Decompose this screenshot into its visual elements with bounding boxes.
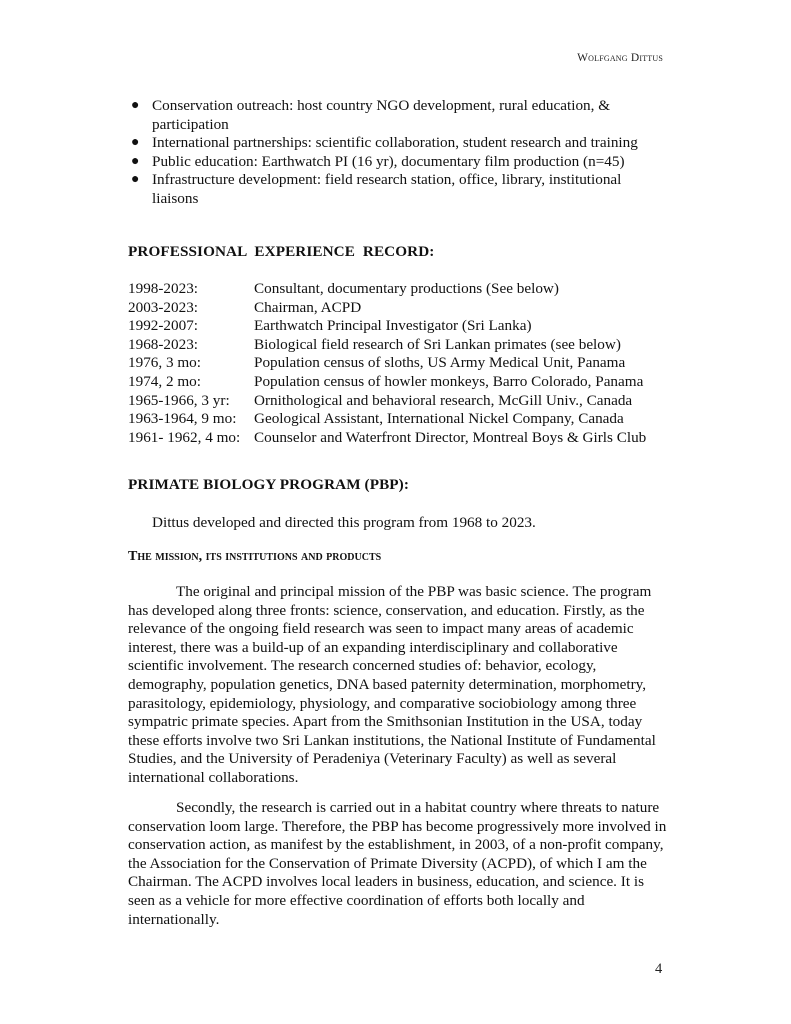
bullet-item xyxy=(128,97,668,134)
mission-paragraph: The original and principal mission of the PBP was basic science. The program has developed along three fronts: science, conservation, and education. Firstly, as the relevance of the ongoing field research was seen to impact many areas of academic interest, there was a build-up of an expanding interdisciplinary and collaborative scientific involvement. The research concerned studies of: behavior, ecology, demography, population genetics, DNA based paternity determination, morphometry, parasitology, epidemiology, physiology, and comparative sociobiology among three sympatric primate species. Apart from the Smithsonian Institution in the USA, today these efforts involve two Sri Lankan institutions, the National Institute of Fundamental Studies, and the University of Peradeniya (Veterinary Faculty) as well as several international collaborations. xyxy=(128,583,656,786)
table-row xyxy=(128,336,646,355)
experience-date: 1976, 3 mo: xyxy=(128,354,201,372)
experience-date: 1965-1966, 3 yr: xyxy=(128,391,230,409)
bullet-text: Conservation outreach: host country NGO development, rural education, & participation xyxy=(152,97,611,133)
bullet-item xyxy=(128,153,668,172)
bullet-dot-icon: ● xyxy=(131,98,140,113)
experience-description: Ornithological and behavioral research, McGill Univ., Canada xyxy=(254,391,633,409)
experience-description: Geological Assistant, International Nickel Company, Canada xyxy=(254,410,624,428)
experience-description: Earthwatch Principal Investigator (Sri Lanka) xyxy=(254,317,532,335)
experience-date: 1963-1964, 9 mo: xyxy=(128,410,237,428)
conservation-paragraph: Secondly, the research is carried out in a habitat country where threats to nature conservation loom large. Therefore, the PBP has become progressively more involved in conservation action, as manifest by the establishment, in 2003, of a non-profit company, the Association for the Conservation of Primate Diversity (ACPD), of which I am the Chairman. The ACPD involves local leaders in business, education, and science. It is seen as a vehicle for more effective coordination of efforts both locally and internationally. xyxy=(128,799,667,928)
experience-description: Population census of howler monkeys, Barro Colorado, Panama xyxy=(254,372,644,390)
table-row xyxy=(128,299,646,318)
bullet-item xyxy=(128,171,668,208)
experience-date: 1998-2023: xyxy=(128,280,199,297)
pbp-intro: Dittus developed and directed this program from 1968 to 2023. xyxy=(152,514,536,531)
bullet-dot-icon: ● xyxy=(131,153,140,169)
running-header: Wolfgang Dittus xyxy=(577,52,663,64)
table-row xyxy=(128,392,646,411)
experience-heading: PROFESSIONAL EXPERIENCE RECORD: xyxy=(128,243,435,260)
pbp-heading: PRIMATE BIOLOGY PROGRAM (PBP): xyxy=(128,476,409,493)
experience-description: Consultant, documentary productions (See below) xyxy=(254,280,559,297)
experience-date: 1961- 1962, 4 mo: xyxy=(128,428,241,446)
mission-subheading: The mission, its institutions and products xyxy=(128,549,382,564)
bullet-dot-icon: ● xyxy=(131,135,140,151)
experience-description: Biological field research of Sri Lankan primates (see below) xyxy=(254,335,621,353)
experience-table xyxy=(128,280,646,447)
experience-description: Chairman, ACPD xyxy=(254,298,362,316)
table-row xyxy=(128,280,646,299)
bullet-text: International partnerships: scientific collaboration, student research and training xyxy=(152,134,638,152)
table-row xyxy=(128,373,646,392)
experience-date: 1968-2023: xyxy=(128,335,199,353)
table-row xyxy=(128,410,646,429)
bullet-item xyxy=(128,134,668,153)
table-row xyxy=(128,429,646,448)
bullet-text: Public education: Earthwatch PI (16 yr), documentary film production (n=45) xyxy=(152,152,625,170)
table-row xyxy=(128,354,646,373)
outreach-bullet-list xyxy=(128,97,668,209)
experience-description: Population census of sloths, US Army Medical Unit, Panama xyxy=(254,354,626,372)
experience-date: 2003-2023: xyxy=(128,298,199,316)
bullet-text: Infrastructure development: field research station, office, library, institutional liaisons xyxy=(152,171,622,207)
page-number: 4 xyxy=(655,961,663,977)
bullet-dot-icon: ● xyxy=(131,172,140,188)
experience-description: Counselor and Waterfront Director, Montreal Boys & Girls Club xyxy=(254,428,647,446)
experience-date: 1974, 2 mo: xyxy=(128,372,201,390)
table-row xyxy=(128,317,646,336)
experience-date: 1992-2007: xyxy=(128,317,199,335)
